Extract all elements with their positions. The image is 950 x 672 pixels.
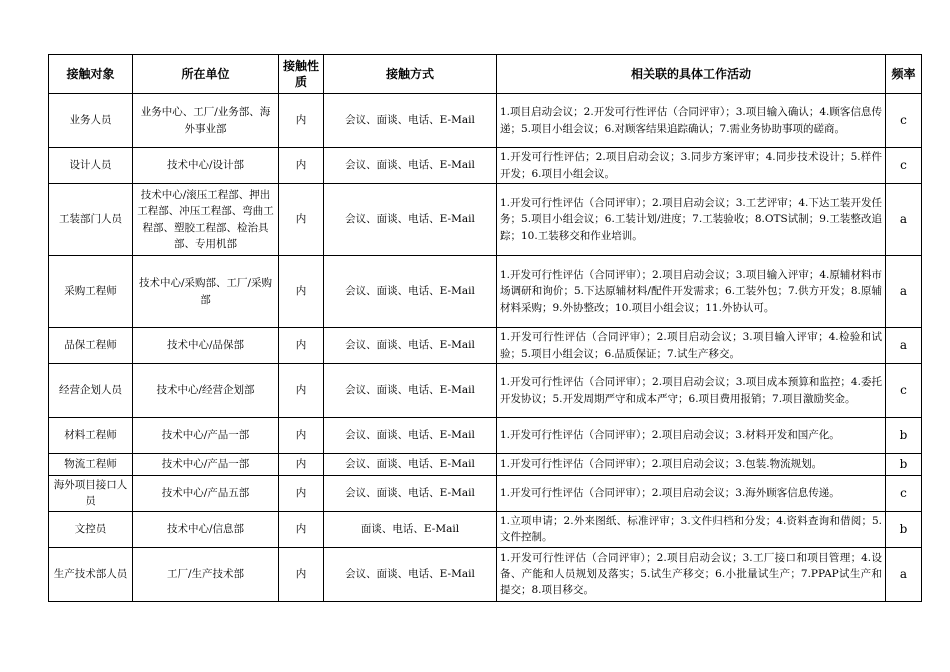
unit-cell: 技术中心/产品一部 <box>133 454 279 476</box>
contact-cell: 生产技术部人员 <box>49 547 133 601</box>
contact-cell: 业务人员 <box>49 94 133 148</box>
unit-cell: 技术中心/设计部 <box>133 148 279 184</box>
table-row <box>49 475 922 511</box>
table-header-row <box>49 55 922 94</box>
unit-cell: 技术中心/品保部 <box>133 328 279 364</box>
activities-cell: 1.开发可行性评估（合同评审）；2.项目启动会议；3.海外顾客信息传递。 <box>497 475 886 511</box>
contact-cell: 采购工程师 <box>49 256 133 328</box>
contact-cell: 文控员 <box>49 511 133 547</box>
activities-cell: 1.项目启动会议；2.开发可行性评估（合同评审）；3.项目输入确认；4.顾客信息传递；5.项目小组会议；6.对顾客结果追踪确认；7.需业务协助事项的磋商。 <box>497 94 886 148</box>
method-cell: 会议、面谈、电话、E-Mail <box>324 94 497 148</box>
activities-cell: 1.开发可行性评估（合同评审）；2.项目启动会议；3.项目输入评审；4.原辅材料市场调研和询价；5.下达原辅材料/配件开发需求；6.工装外包；7.供方开发；8.原辅材料采购；9.外协整改；10.项目小组会议；11.外协认可。 <box>497 256 886 328</box>
frequency-cell: a <box>886 547 922 601</box>
unit-cell: 技术中心/信息部 <box>133 511 279 547</box>
activities-cell: 1.开发可行性评估（合同评审）；2.项目启动会议；3.工厂接口和项目管理；4.设备、产能和人员规划及落实；5.试生产移交；6.小批量试生产；7.PPAP试生产和提交；8.项目移交。 <box>497 547 886 601</box>
method-cell: 会议、面谈、电话、E-Mail <box>324 148 497 184</box>
method-cell: 会议、面谈、电话、E-Mail <box>324 184 497 256</box>
frequency-cell: a <box>886 184 922 256</box>
table-row <box>49 547 922 601</box>
contact-cell: 品保工程师 <box>49 328 133 364</box>
frequency-cell: b <box>886 454 922 476</box>
method-cell: 会议、面谈、电话、E-Mail <box>324 418 497 454</box>
unit-cell: 技术中心/经营企划部 <box>133 364 279 418</box>
nature-cell: 内 <box>279 511 324 547</box>
contact-cell: 海外项目接口人员 <box>49 475 133 511</box>
nature-cell: 内 <box>279 184 324 256</box>
header-activities: 相关联的具体工作活动 <box>497 55 886 94</box>
table-row <box>49 454 922 476</box>
table-row <box>49 94 922 148</box>
activities-cell: 1.开发可行性评估（合同评审）；2.项目启动会议；3.项目成本预算和监控；4.委托开发协议；5.开发周期严守和成本严守；6.项目费用报销；7.项目激励奖金。 <box>497 364 886 418</box>
header-contact: 接触对象 <box>49 55 133 94</box>
method-cell: 面谈、电话、E-Mail <box>324 511 497 547</box>
activities-cell: 1.开发可行性评估（合同评审）；2.项目启动会议；3.项目输入评审；4.检验和试验；5.项目小组会议；6.品质保证；7.试生产移交。 <box>497 328 886 364</box>
frequency-cell: c <box>886 364 922 418</box>
table-row <box>49 184 922 256</box>
contact-cell: 工装部门人员 <box>49 184 133 256</box>
method-cell: 会议、面谈、电话、E-Mail <box>324 547 497 601</box>
contact-cell: 经营企划人员 <box>49 364 133 418</box>
frequency-cell: a <box>886 256 922 328</box>
table-row <box>49 148 922 184</box>
frequency-cell: c <box>886 475 922 511</box>
unit-cell: 技术中心/产品一部 <box>133 418 279 454</box>
method-cell: 会议、面谈、电话、E-Mail <box>324 475 497 511</box>
contact-activity-table <box>48 54 922 602</box>
table-body <box>49 94 922 602</box>
contact-cell: 物流工程师 <box>49 454 133 476</box>
frequency-cell: b <box>886 418 922 454</box>
activities-cell: 1.开发可行性评估；2.项目启动会议；3.同步方案评审；4.同步技术设计；5.样件开发；6.项目小组会议。 <box>497 148 886 184</box>
activities-cell: 1.开发可行性评估（合同评审）；2.项目启动会议；3.材料开发和国产化。 <box>497 418 886 454</box>
activities-cell: 1.立项申请；2.外来图纸、标准评审；3.文件归档和分发；4.资料查询和借阅；5.文件控制。 <box>497 511 886 547</box>
table-row <box>49 256 922 328</box>
frequency-cell: c <box>886 148 922 184</box>
activities-cell: 1.开发可行性评估（合同评审）；2.项目启动会议；3.包装.物流规划。 <box>497 454 886 476</box>
header-frequency: 频率 <box>886 55 922 94</box>
unit-cell: 业务中心、工厂/业务部、海外事业部 <box>133 94 279 148</box>
method-cell: 会议、面谈、电话、E-Mail <box>324 256 497 328</box>
table-row <box>49 418 922 454</box>
unit-cell: 技术中心/产品五部 <box>133 475 279 511</box>
unit-cell: 工厂/生产技术部 <box>133 547 279 601</box>
nature-cell: 内 <box>279 547 324 601</box>
nature-cell: 内 <box>279 94 324 148</box>
unit-cell: 技术中心/滚压工程部、押出工程部、冲压工程部、弯曲工程部、塑胶工程部、检治具部、专用机部 <box>133 184 279 256</box>
nature-cell: 内 <box>279 256 324 328</box>
nature-cell: 内 <box>279 454 324 476</box>
frequency-cell: a <box>886 328 922 364</box>
header-nature: 接触性质 <box>279 55 324 94</box>
header-method: 接触方式 <box>324 55 497 94</box>
nature-cell: 内 <box>279 475 324 511</box>
contact-cell: 设计人员 <box>49 148 133 184</box>
nature-cell: 内 <box>279 328 324 364</box>
method-cell: 会议、面谈、电话、E-Mail <box>324 454 497 476</box>
table-row <box>49 364 922 418</box>
method-cell: 会议、面谈、电话、E-Mail <box>324 328 497 364</box>
nature-cell: 内 <box>279 364 324 418</box>
frequency-cell: c <box>886 94 922 148</box>
nature-cell: 内 <box>279 148 324 184</box>
table-row <box>49 328 922 364</box>
frequency-cell: b <box>886 511 922 547</box>
method-cell: 会议、面谈、电话、E-Mail <box>324 364 497 418</box>
unit-cell: 技术中心/采购部、工厂/采购部 <box>133 256 279 328</box>
nature-cell: 内 <box>279 418 324 454</box>
table-row <box>49 511 922 547</box>
contact-cell: 材料工程师 <box>49 418 133 454</box>
header-unit: 所在单位 <box>133 55 279 94</box>
activities-cell: 1.开发可行性评估（合同评审）；2.项目启动会议；3.工艺评审；4.下达工装开发任务；5.项目小组会议；6.工装计划/进度；7.工装验收；8.OTS试制；9.工装整改追踪；10.工装移交和作业培训。 <box>497 184 886 256</box>
